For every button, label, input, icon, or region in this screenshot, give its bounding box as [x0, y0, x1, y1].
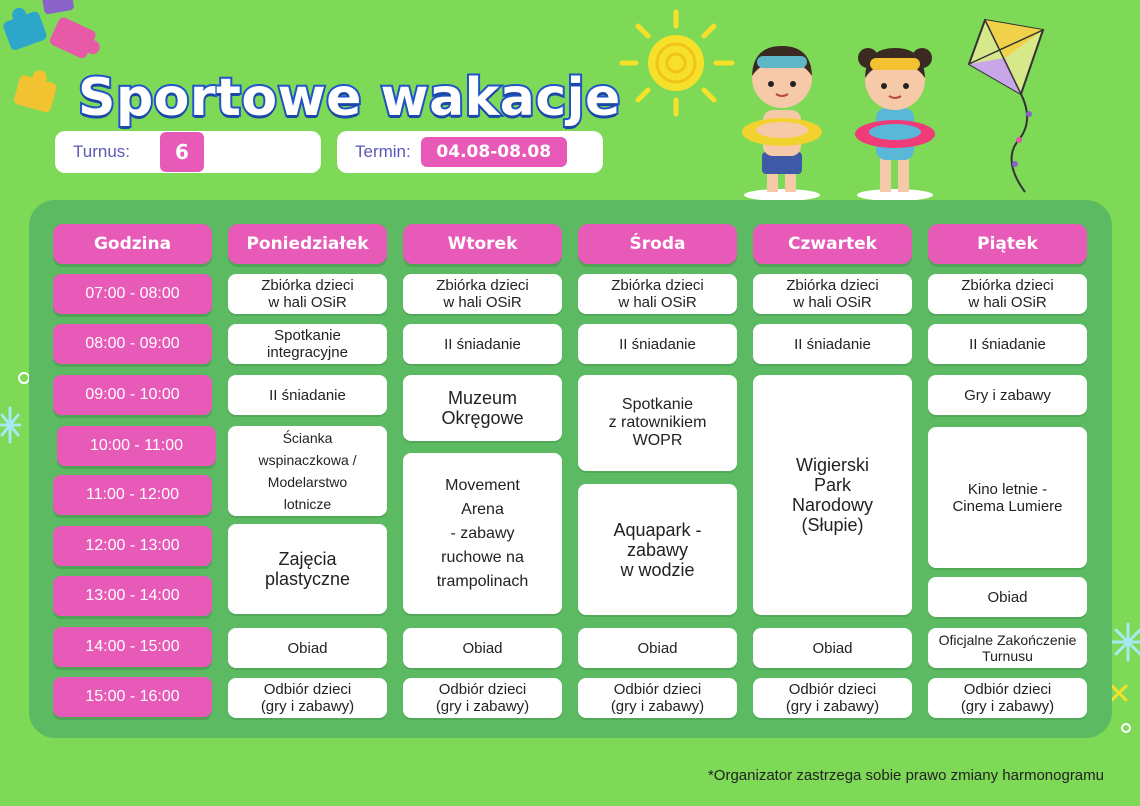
turnus-label: Turnus:	[73, 142, 131, 161]
activity-cell: Odbiór dzieci (gry i zabawy)	[228, 678, 387, 718]
time-slot: 15:00 - 16:00	[53, 677, 212, 717]
activity-cell: Zbiórka dzieci w hali OSiR	[228, 274, 387, 314]
activity-cell: II śniadanie	[403, 324, 562, 364]
turnus-box	[55, 131, 321, 173]
activity-cell: Odbiór dzieci (gry i zabawy)	[928, 678, 1087, 718]
activity-cell: Spotkanie z ratownikiem WOPR	[578, 375, 737, 471]
time-slot: 07:00 - 08:00	[53, 274, 212, 314]
activity-cell: Gry i zabawy	[928, 375, 1087, 415]
activity-cell: Oficjalne Zakończenie Turnusu	[928, 628, 1087, 668]
time-slot: 09:00 - 10:00	[53, 375, 212, 415]
header-czwartek: Czwartek	[753, 224, 912, 264]
activity-cell: Kino letnie - Cinema Lumiere	[928, 427, 1087, 568]
activity-cell: Zbiórka dzieci w hali OSiR	[753, 274, 912, 314]
activity-cell: Zbiórka dzieci w hali OSiR	[928, 274, 1087, 314]
time-slot: 13:00 - 14:00	[53, 576, 212, 616]
activity-cell: Odbiór dzieci (gry i zabawy)	[578, 678, 737, 718]
activity-cell: II śniadanie	[228, 375, 387, 415]
termin-label: Termin:	[355, 142, 411, 161]
activity-cell: II śniadanie	[578, 324, 737, 364]
time-slot: 12:00 - 13:00	[53, 526, 212, 566]
activity-cell: Odbiór dzieci (gry i zabawy)	[753, 678, 912, 718]
header-sroda: Środa	[578, 224, 737, 264]
page-title: Sportowe wakacje	[78, 68, 621, 128]
activity-cell: II śniadanie	[753, 324, 912, 364]
activity-cell: Zajęcia plastyczne	[228, 524, 387, 614]
activity-cell: Zbiórka dzieci w hali OSiR	[403, 274, 562, 314]
activity-cell: Zbiórka dzieci w hali OSiR	[578, 274, 737, 314]
activity-cell: Odbiór dzieci (gry i zabawy)	[403, 678, 562, 718]
header-poniedzialek: Poniedziałek	[228, 224, 387, 264]
activity-cell: Aquapark - zabawy w wodzie	[578, 484, 737, 615]
activity-cell: Obiad	[228, 628, 387, 668]
boy-swimmer-icon	[735, 40, 830, 205]
girl-swimmer-icon	[848, 40, 943, 205]
activity-cell: Movement Arena - zabawy ruchowe na trampolinach	[403, 453, 562, 614]
time-slot: 14:00 - 15:00	[53, 627, 212, 667]
activity-cell: Obiad	[753, 628, 912, 668]
termin-box	[337, 131, 603, 173]
activity-cell: Obiad	[578, 628, 737, 668]
header-wtorek: Wtorek	[403, 224, 562, 264]
time-slot: 08:00 - 09:00	[53, 324, 212, 364]
time-slot: 10:00 - 11:00	[57, 426, 216, 466]
header-piatek: Piątek	[928, 224, 1087, 264]
footer-note: *Organizator zastrzega sobie prawo zmiany harmonogramu	[707, 767, 1104, 784]
time-slot: 11:00 - 12:00	[53, 475, 212, 515]
activity-cell: Muzeum Okręgowe	[403, 375, 562, 441]
turnus-value: 6	[160, 132, 204, 172]
activity-cell: Spotkanie integracyjne	[228, 324, 387, 364]
sun-icon	[614, 8, 739, 118]
activity-cell: II śniadanie	[928, 324, 1087, 364]
termin-value: 04.08-08.08	[421, 137, 567, 167]
header-godzina: Godzina	[53, 224, 212, 264]
activity-cell: Wigierski Park Narodowy (Słupie)	[753, 375, 912, 615]
activity-cell: Obiad	[928, 577, 1087, 617]
activity-cell: Ścianka wspinaczkowa / Modelarstwo lotnicze	[228, 426, 387, 516]
activity-cell: Obiad	[403, 628, 562, 668]
kite-icon	[955, 2, 1055, 202]
